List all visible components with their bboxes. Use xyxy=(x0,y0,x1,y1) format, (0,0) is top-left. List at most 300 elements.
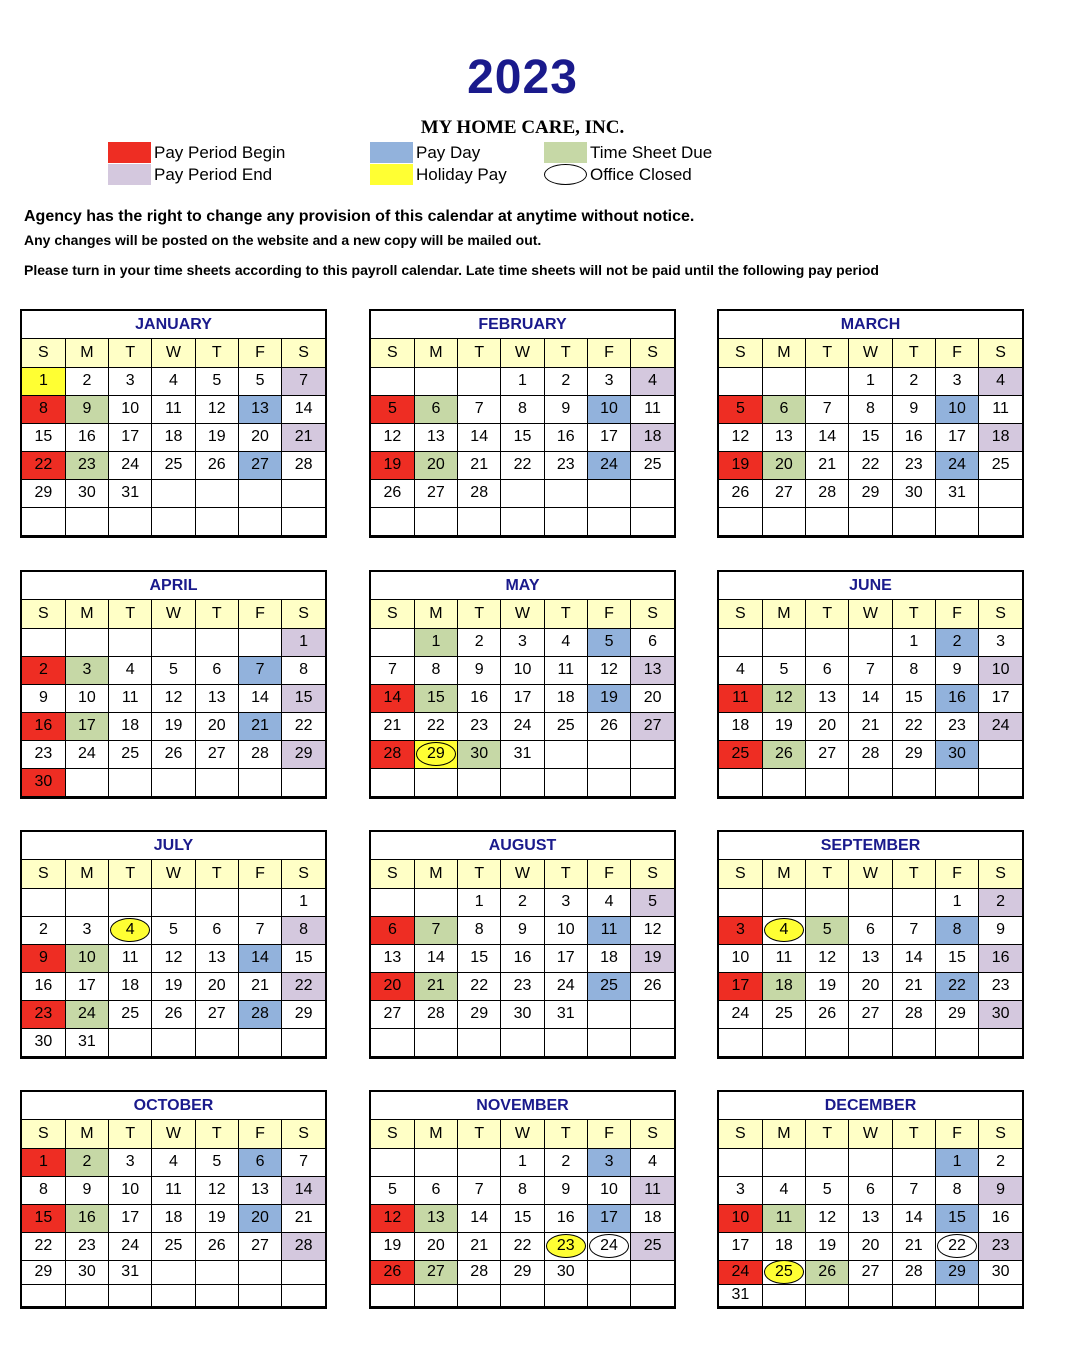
day-cell xyxy=(806,423,849,451)
day-number: 13 xyxy=(383,949,402,966)
day-cell xyxy=(849,1148,892,1176)
day-cell xyxy=(282,972,325,1000)
day-cell xyxy=(544,507,587,535)
day-number: 27 xyxy=(251,456,269,473)
week-row xyxy=(22,1204,325,1232)
day-cell xyxy=(631,423,674,451)
weekday-header: S xyxy=(22,600,65,628)
day-cell xyxy=(65,1028,108,1056)
legend-office-closed xyxy=(544,164,744,185)
day-number: 20 xyxy=(643,689,662,706)
day-cell xyxy=(935,1028,978,1056)
day-cell xyxy=(22,1028,65,1056)
day-cell xyxy=(282,451,325,479)
day-cell xyxy=(22,684,65,712)
day-cell xyxy=(458,768,501,796)
day-cell xyxy=(892,1204,935,1232)
day-number: 27 xyxy=(427,484,445,501)
week-row xyxy=(719,656,1022,684)
day-number: 5 xyxy=(735,400,745,417)
day-cell xyxy=(935,972,978,1000)
day-cell xyxy=(806,684,849,712)
legend-holiday-pay xyxy=(370,164,540,185)
weekday-header: W xyxy=(501,600,544,628)
week-row xyxy=(371,507,674,535)
day-cell xyxy=(719,916,762,944)
day-cell xyxy=(979,367,1022,395)
day-number: 8 xyxy=(299,661,309,678)
day-number: 5 xyxy=(822,921,832,938)
day-cell xyxy=(892,628,935,656)
day-cell xyxy=(109,1232,152,1260)
week-row xyxy=(719,768,1022,796)
day-number: 21 xyxy=(294,428,313,445)
week-row xyxy=(371,1148,674,1176)
day-number: 12 xyxy=(164,949,183,966)
day-number: 20 xyxy=(383,977,402,994)
day-cell xyxy=(414,944,457,972)
day-number: 18 xyxy=(121,977,140,994)
day-number: 9 xyxy=(561,400,571,417)
day-cell xyxy=(892,423,935,451)
day-number: 25 xyxy=(600,977,618,994)
day-cell xyxy=(109,888,152,916)
month-table xyxy=(371,600,674,797)
weekday-header-row xyxy=(371,600,674,628)
legend-time-sheet-due xyxy=(544,142,744,163)
weekday-header: T xyxy=(195,600,238,628)
day-cell xyxy=(719,972,762,1000)
day-number: 9 xyxy=(38,689,48,706)
day-number: 11 xyxy=(165,400,182,417)
day-cell xyxy=(544,1204,587,1232)
day-number: 7 xyxy=(909,1181,919,1198)
day-cell xyxy=(65,451,108,479)
weekday-header: T xyxy=(544,339,587,367)
day-cell xyxy=(22,888,65,916)
day-number: 19 xyxy=(643,949,662,966)
day-cell xyxy=(152,1204,195,1232)
pay-period-begin-swatch xyxy=(108,142,151,163)
weekday-header: S xyxy=(979,600,1022,628)
day-number: 4 xyxy=(779,1181,789,1198)
day-cell xyxy=(458,656,501,684)
day-cell xyxy=(371,1148,414,1176)
day-cell xyxy=(371,944,414,972)
month-table xyxy=(719,1120,1022,1307)
day-cell xyxy=(892,1176,935,1204)
day-cell xyxy=(238,628,281,656)
weekday-header: S xyxy=(631,339,674,367)
day-cell xyxy=(719,1176,762,1204)
day-number: 13 xyxy=(427,428,445,445)
day-number: 27 xyxy=(861,1263,880,1280)
day-cell xyxy=(849,888,892,916)
year-title: 2023 xyxy=(467,51,578,104)
day-number: 3 xyxy=(604,1153,614,1170)
day-cell xyxy=(152,451,195,479)
day-number: 13 xyxy=(207,689,226,706)
day-cell xyxy=(631,507,674,535)
week-row xyxy=(22,712,325,740)
week-row xyxy=(719,1000,1022,1028)
day-cell xyxy=(587,1000,630,1028)
day-cell xyxy=(238,1176,281,1204)
day-number: 2 xyxy=(996,893,1006,910)
month-december xyxy=(717,1090,1024,1309)
day-number: 8 xyxy=(38,400,48,417)
month-table xyxy=(719,339,1022,536)
day-cell xyxy=(414,1148,457,1176)
day-number: 17 xyxy=(948,428,966,445)
day-cell xyxy=(414,740,457,768)
day-number: 25 xyxy=(775,1005,793,1022)
day-cell xyxy=(195,684,238,712)
day-number: 26 xyxy=(383,484,402,501)
week-row xyxy=(719,1148,1022,1176)
day-cell xyxy=(414,888,457,916)
day-cell xyxy=(458,1284,501,1306)
day-number: 8 xyxy=(474,921,484,938)
day-cell xyxy=(892,740,935,768)
day-cell xyxy=(979,916,1022,944)
day-cell xyxy=(195,1176,238,1204)
weekday-header: F xyxy=(238,860,281,888)
day-cell xyxy=(979,507,1022,535)
week-row xyxy=(719,395,1022,423)
day-number: 18 xyxy=(775,977,793,994)
day-cell xyxy=(892,1260,935,1284)
day-cell xyxy=(544,479,587,507)
day-cell xyxy=(282,479,325,507)
day-cell xyxy=(935,367,978,395)
month-name: OCTOBER xyxy=(22,1092,325,1120)
day-number: 5 xyxy=(255,372,265,389)
day-cell xyxy=(501,1232,544,1260)
day-cell xyxy=(806,479,849,507)
day-cell xyxy=(152,1176,195,1204)
day-number: 3 xyxy=(604,372,614,389)
day-number: 17 xyxy=(556,949,575,966)
weekday-header: S xyxy=(631,600,674,628)
weekday-header: W xyxy=(501,860,544,888)
day-cell xyxy=(544,944,587,972)
day-cell xyxy=(849,684,892,712)
day-number: 11 xyxy=(121,689,139,706)
week-row xyxy=(719,740,1022,768)
day-cell xyxy=(849,628,892,656)
day-number: 6 xyxy=(255,1153,265,1170)
day-cell xyxy=(501,1028,544,1056)
day-cell xyxy=(892,684,935,712)
day-number: 4 xyxy=(604,893,614,910)
day-cell xyxy=(631,1232,674,1260)
day-number: 30 xyxy=(78,1263,96,1280)
day-number: 31 xyxy=(78,1033,96,1050)
day-number: 10 xyxy=(991,661,1010,678)
day-number: 15 xyxy=(948,1209,966,1226)
weekday-header: M xyxy=(65,1120,108,1148)
day-cell xyxy=(762,656,805,684)
day-cell xyxy=(282,740,325,768)
day-cell xyxy=(65,1148,108,1176)
day-cell xyxy=(762,367,805,395)
week-row xyxy=(22,916,325,944)
day-cell xyxy=(238,451,281,479)
weekday-header: T xyxy=(806,339,849,367)
day-cell xyxy=(587,1028,630,1056)
weekday-header: S xyxy=(371,600,414,628)
day-number: 22 xyxy=(513,456,532,473)
day-number: 5 xyxy=(604,633,614,650)
day-number: 28 xyxy=(251,1005,269,1022)
day-cell xyxy=(282,367,325,395)
day-number: 5 xyxy=(212,372,222,389)
day-cell xyxy=(109,944,152,972)
day-cell xyxy=(935,423,978,451)
day-cell xyxy=(935,1000,978,1028)
day-number: 7 xyxy=(866,661,875,678)
day-cell xyxy=(892,944,935,972)
weekday-header: T xyxy=(806,1120,849,1148)
day-cell xyxy=(195,1204,238,1232)
legend-label: Pay Period Begin xyxy=(154,143,286,162)
day-number: 3 xyxy=(735,1181,745,1198)
day-number: 3 xyxy=(561,893,571,910)
day-number: 26 xyxy=(818,1263,837,1280)
day-cell xyxy=(238,740,281,768)
day-cell xyxy=(65,944,108,972)
month-table xyxy=(22,860,325,1057)
day-cell xyxy=(719,507,762,535)
day-number: 11 xyxy=(600,921,618,938)
day-cell xyxy=(587,944,630,972)
day-number: 23 xyxy=(34,745,53,762)
day-cell xyxy=(719,1148,762,1176)
day-cell xyxy=(152,479,195,507)
day-number: 29 xyxy=(904,745,923,762)
day-cell xyxy=(65,1284,108,1306)
day-cell xyxy=(109,1260,152,1284)
day-cell xyxy=(892,507,935,535)
day-cell xyxy=(65,888,108,916)
day-cell xyxy=(849,944,892,972)
day-cell xyxy=(195,740,238,768)
company-name: MY HOME CARE, INC. xyxy=(420,117,625,138)
day-cell xyxy=(935,451,978,479)
day-number: 4 xyxy=(648,372,658,389)
day-number: 17 xyxy=(600,428,618,445)
weekday-header: S xyxy=(22,860,65,888)
day-cell xyxy=(371,768,414,796)
day-number: 23 xyxy=(513,977,532,994)
day-number: 20 xyxy=(775,456,793,473)
day-cell xyxy=(587,916,630,944)
month-april xyxy=(20,570,327,799)
day-number: 5 xyxy=(648,893,658,910)
day-cell xyxy=(979,451,1022,479)
day-number: 10 xyxy=(513,661,532,678)
day-number: 7 xyxy=(255,661,265,678)
day-cell xyxy=(458,367,501,395)
day-cell xyxy=(587,395,630,423)
day-number: 19 xyxy=(207,428,226,445)
weekday-header: W xyxy=(152,860,195,888)
month-table xyxy=(371,339,674,536)
day-cell xyxy=(501,479,544,507)
day-number: 7 xyxy=(474,1181,484,1198)
week-row xyxy=(22,944,325,972)
day-cell xyxy=(501,1148,544,1176)
day-number: 19 xyxy=(731,456,750,473)
day-cell xyxy=(762,768,805,796)
day-number: 22 xyxy=(470,977,489,994)
day-cell xyxy=(109,684,152,712)
day-number: 10 xyxy=(731,1209,750,1226)
day-number: 4 xyxy=(125,661,135,678)
day-cell xyxy=(22,395,65,423)
day-cell xyxy=(979,684,1022,712)
day-cell xyxy=(501,768,544,796)
pay-day-swatch xyxy=(370,142,413,163)
day-number: 22 xyxy=(34,456,53,473)
day-cell xyxy=(762,1028,805,1056)
day-number: 18 xyxy=(991,428,1010,445)
day-cell xyxy=(195,423,238,451)
day-number: 12 xyxy=(164,689,183,706)
month-may xyxy=(369,570,676,799)
day-number: 2 xyxy=(82,1153,92,1170)
day-number: 10 xyxy=(556,921,575,938)
day-number: 11 xyxy=(165,1181,182,1198)
day-cell xyxy=(371,916,414,944)
day-cell xyxy=(587,1260,630,1284)
day-number: 26 xyxy=(207,456,226,473)
day-cell xyxy=(414,1284,457,1306)
day-cell xyxy=(892,367,935,395)
day-cell xyxy=(806,1284,849,1306)
day-cell xyxy=(371,740,414,768)
day-number: 14 xyxy=(294,400,313,417)
month-table xyxy=(22,339,325,536)
day-cell xyxy=(979,1260,1022,1284)
day-number: 22 xyxy=(904,717,923,734)
day-cell xyxy=(501,423,544,451)
day-cell xyxy=(238,1260,281,1284)
day-cell xyxy=(806,1232,849,1260)
day-cell xyxy=(238,395,281,423)
weekday-header: F xyxy=(935,339,978,367)
day-number: 19 xyxy=(818,977,837,994)
day-number: 12 xyxy=(731,428,750,445)
week-row xyxy=(371,1000,674,1028)
day-number: 22 xyxy=(427,717,445,734)
day-number: 10 xyxy=(78,689,96,706)
day-number: 28 xyxy=(904,1005,923,1022)
day-number: 24 xyxy=(121,1237,140,1254)
week-row xyxy=(371,712,674,740)
day-cell xyxy=(587,451,630,479)
month-table xyxy=(22,1120,325,1307)
day-number: 4 xyxy=(561,633,571,650)
day-number: 2 xyxy=(82,372,92,389)
day-cell xyxy=(109,916,152,944)
day-cell xyxy=(762,395,805,423)
day-number: 16 xyxy=(556,1209,575,1226)
week-row xyxy=(22,740,325,768)
day-number: 23 xyxy=(991,977,1010,994)
day-cell xyxy=(458,395,501,423)
day-number: 28 xyxy=(251,745,269,762)
day-number: 13 xyxy=(775,428,793,445)
day-number: 26 xyxy=(643,977,662,994)
day-cell xyxy=(631,768,674,796)
day-cell xyxy=(152,1260,195,1284)
weekday-header: T xyxy=(195,860,238,888)
day-cell xyxy=(762,423,805,451)
day-cell xyxy=(414,1176,457,1204)
day-cell xyxy=(371,712,414,740)
day-number: 9 xyxy=(952,661,962,678)
day-cell xyxy=(631,944,674,972)
day-cell xyxy=(152,916,195,944)
month-table xyxy=(371,1120,674,1307)
day-cell xyxy=(109,1148,152,1176)
day-cell xyxy=(22,972,65,1000)
week-row xyxy=(719,1260,1022,1284)
day-cell xyxy=(458,944,501,972)
day-number: 15 xyxy=(948,949,966,966)
week-row xyxy=(22,628,325,656)
day-cell xyxy=(458,740,501,768)
weekday-header: F xyxy=(587,600,630,628)
day-cell xyxy=(544,1232,587,1260)
day-cell xyxy=(762,916,805,944)
day-cell xyxy=(979,888,1022,916)
day-cell xyxy=(458,1260,501,1284)
day-cell xyxy=(109,507,152,535)
day-cell xyxy=(238,507,281,535)
day-cell xyxy=(935,656,978,684)
day-number: 18 xyxy=(643,428,662,445)
week-row xyxy=(22,1000,325,1028)
day-number: 1 xyxy=(38,372,48,389)
day-number: 29 xyxy=(34,1263,53,1280)
day-cell xyxy=(719,768,762,796)
day-cell xyxy=(544,740,587,768)
day-cell xyxy=(371,656,414,684)
day-cell xyxy=(719,1284,762,1306)
day-cell xyxy=(501,684,544,712)
day-cell xyxy=(935,479,978,507)
day-cell xyxy=(22,1148,65,1176)
day-number: 13 xyxy=(818,689,837,706)
day-number: 11 xyxy=(121,949,139,966)
day-number: 31 xyxy=(513,745,532,762)
weekday-header: S xyxy=(719,339,762,367)
day-number: 21 xyxy=(383,717,402,734)
day-cell xyxy=(892,1148,935,1176)
day-cell xyxy=(631,1000,674,1028)
weekday-header: S xyxy=(719,1120,762,1148)
day-number: 6 xyxy=(866,1181,875,1198)
day-number: 8 xyxy=(38,1181,48,1198)
day-cell xyxy=(458,972,501,1000)
day-number: 24 xyxy=(78,745,96,762)
day-cell xyxy=(371,367,414,395)
weekday-header: W xyxy=(849,1120,892,1148)
day-number: 2 xyxy=(996,1153,1006,1170)
